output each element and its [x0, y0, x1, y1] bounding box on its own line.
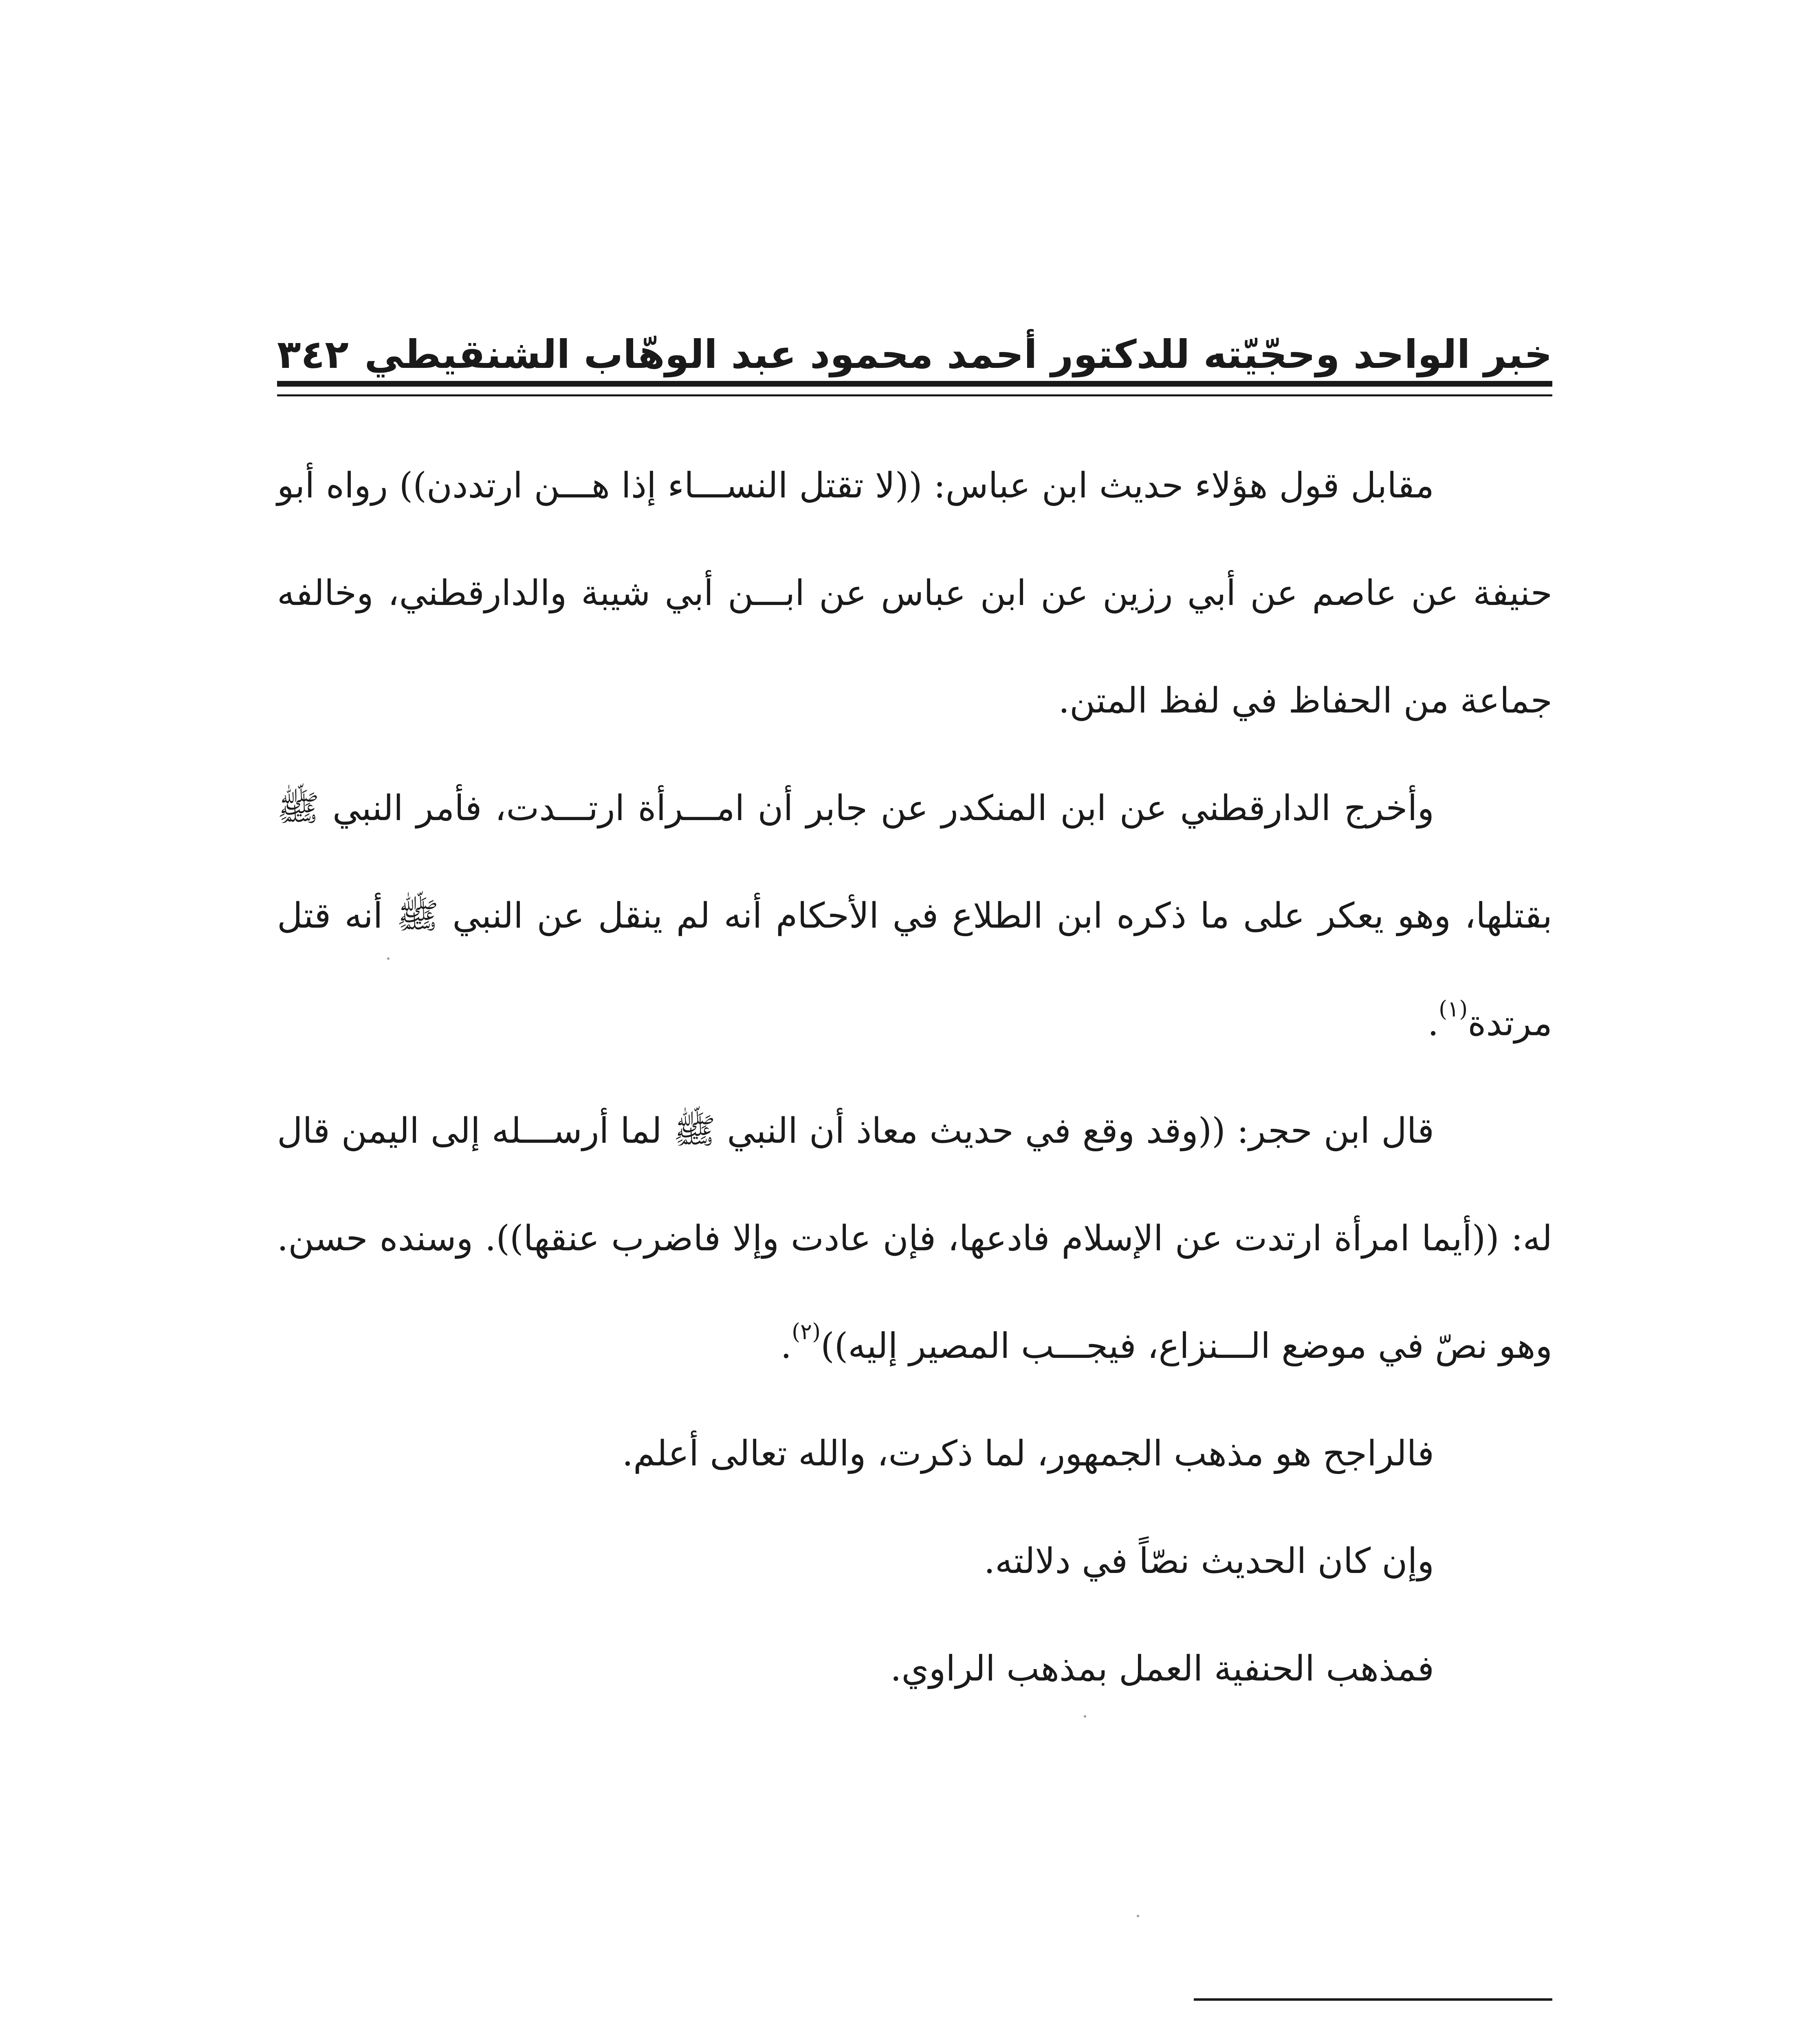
paragraph-2-part-b: بقتلها، وهو يعكر على ما ذكره ابن الطلاع في الأحكام أنه لم ينقل عن النبي	[438, 895, 1552, 936]
salutation-mark: ﷺ	[673, 1111, 716, 1151]
salutation-mark: ﷺ	[396, 895, 439, 936]
scan-speck	[1137, 1915, 1139, 1917]
paragraph-2-part-c: أنه قتل مرتدة	[277, 895, 1552, 1044]
paragraph-2-part-a: وأخرج الدارقطني عن ابن المنكدر عن جابر أن امـــرأة ارتـــدت، فأمر النبي	[319, 788, 1434, 829]
paragraph-4: فالراجح هو مذهب الجمهور، لما ذكرت، والله تعالى أعلم.	[622, 1433, 1434, 1474]
scan-speck	[1084, 1715, 1086, 1718]
header-rule-thick	[277, 381, 1552, 387]
scan-speck	[387, 957, 390, 960]
salutation-mark: ﷺ	[277, 788, 319, 829]
paragraph-1: مقابل قول هؤلاء حديث ابن عباس: ((لا تقتل النســـاء إذا هـــن ارتددن)) رواه أبو حنيفة عن عاصم عن أبي رزين عن ابن عباس عن ابـــن أبي شيبة والدارقطني، وخالفه جماعة من الحفاظ في لفظ المتن.	[277, 465, 1552, 721]
footnote-ref-1: (١)	[1439, 996, 1468, 1022]
paragraph-3	[277, 1077, 1552, 1400]
running-title: خبر الواحد وحجّيّته للدكتور أحمد محمود عبد الوهّاب الشنقيطي	[364, 332, 1552, 377]
footnote-separator	[1194, 1998, 1552, 2001]
paragraph-5: وإن كان الحديث نصّاً في دلالته.	[984, 1541, 1434, 1582]
paragraph-2	[277, 755, 1552, 1077]
paragraph-2-end: .	[1427, 1003, 1439, 1044]
paragraph-6: فمذهب الحنفية العمل بمذهب الراوي.	[890, 1648, 1434, 1689]
paragraph-3-part-b: لما أرســـله إلى اليمن قال له: ((أيما امرأة ارتدت عن الإسلام فادعها، فإن عادت وإلا فاضرب عنقها)). وسنده حسن. وهو نصّ في موضع الـــنزاع، فيجـــب المصير إليه))	[277, 1111, 1552, 1366]
paragraph-3-part-a: قال ابن حجر: ((وقد وقع في حديث معاذ أن النبي	[715, 1111, 1435, 1151]
page-number: ٣٤٢	[277, 332, 349, 377]
running-header	[277, 326, 1552, 387]
footnote-ref-2: (٢)	[792, 1319, 821, 1345]
paragraph-3-end: .	[780, 1326, 792, 1366]
body-text	[277, 432, 1552, 1722]
header-rule-thin	[277, 394, 1552, 396]
